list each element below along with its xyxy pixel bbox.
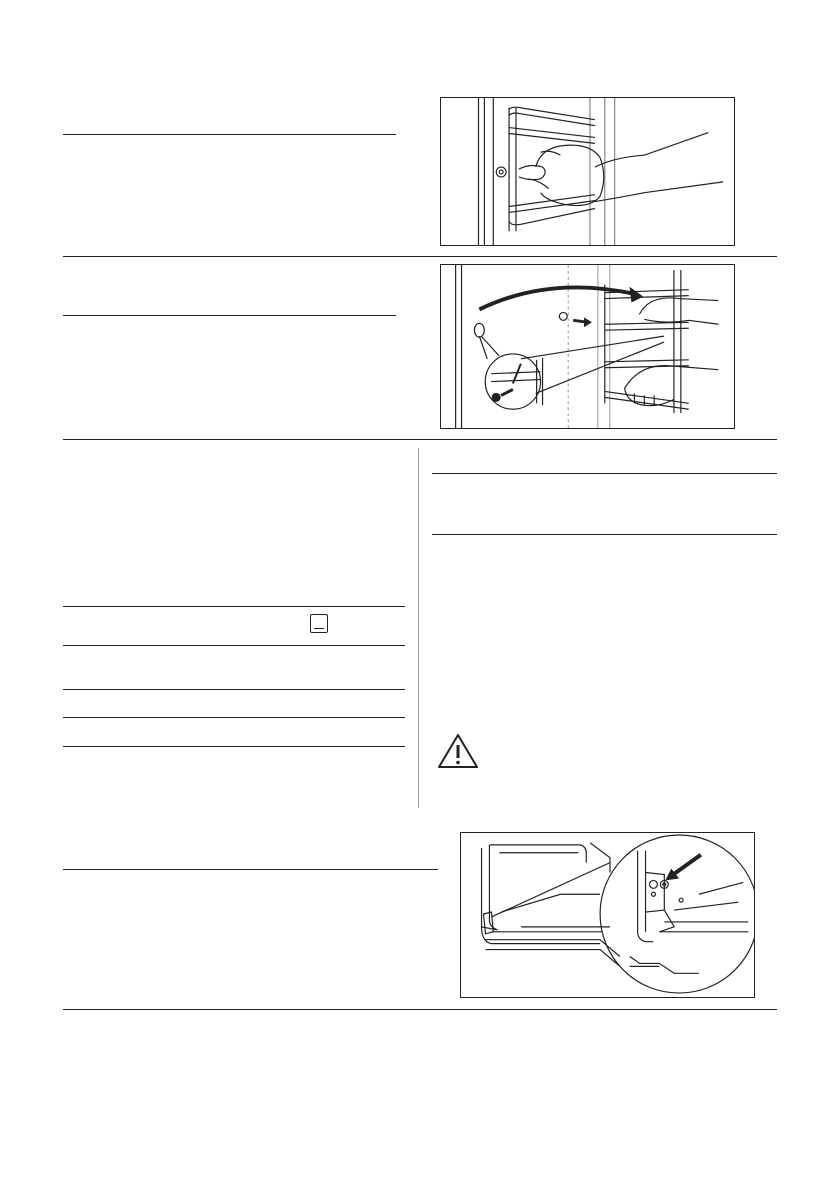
column-divider xyxy=(418,448,419,808)
install-shelf-support-figure xyxy=(440,264,735,429)
table-row-rule-4 xyxy=(63,717,405,718)
section-divider-4 xyxy=(63,1009,777,1010)
section1-heading-rule xyxy=(63,134,396,135)
warning-triangle-icon xyxy=(437,733,479,769)
oven-light-symbol-icon xyxy=(310,614,328,633)
table-row-rule-3 xyxy=(63,689,405,690)
section2-heading-rule xyxy=(63,315,396,316)
door-hinge-lever-figure xyxy=(460,832,755,998)
table-row-rule-5 xyxy=(63,746,405,747)
right-column-heading-rule-bottom xyxy=(432,534,777,535)
section4-heading-rule xyxy=(63,869,438,870)
section-divider-1 xyxy=(63,256,777,257)
table-row-rule-2 xyxy=(63,645,405,646)
section-divider-2 xyxy=(63,439,777,440)
remove-shelf-support-figure xyxy=(440,97,735,246)
right-column-heading-rule-top xyxy=(432,473,777,474)
table-row-rule-1 xyxy=(63,606,405,607)
